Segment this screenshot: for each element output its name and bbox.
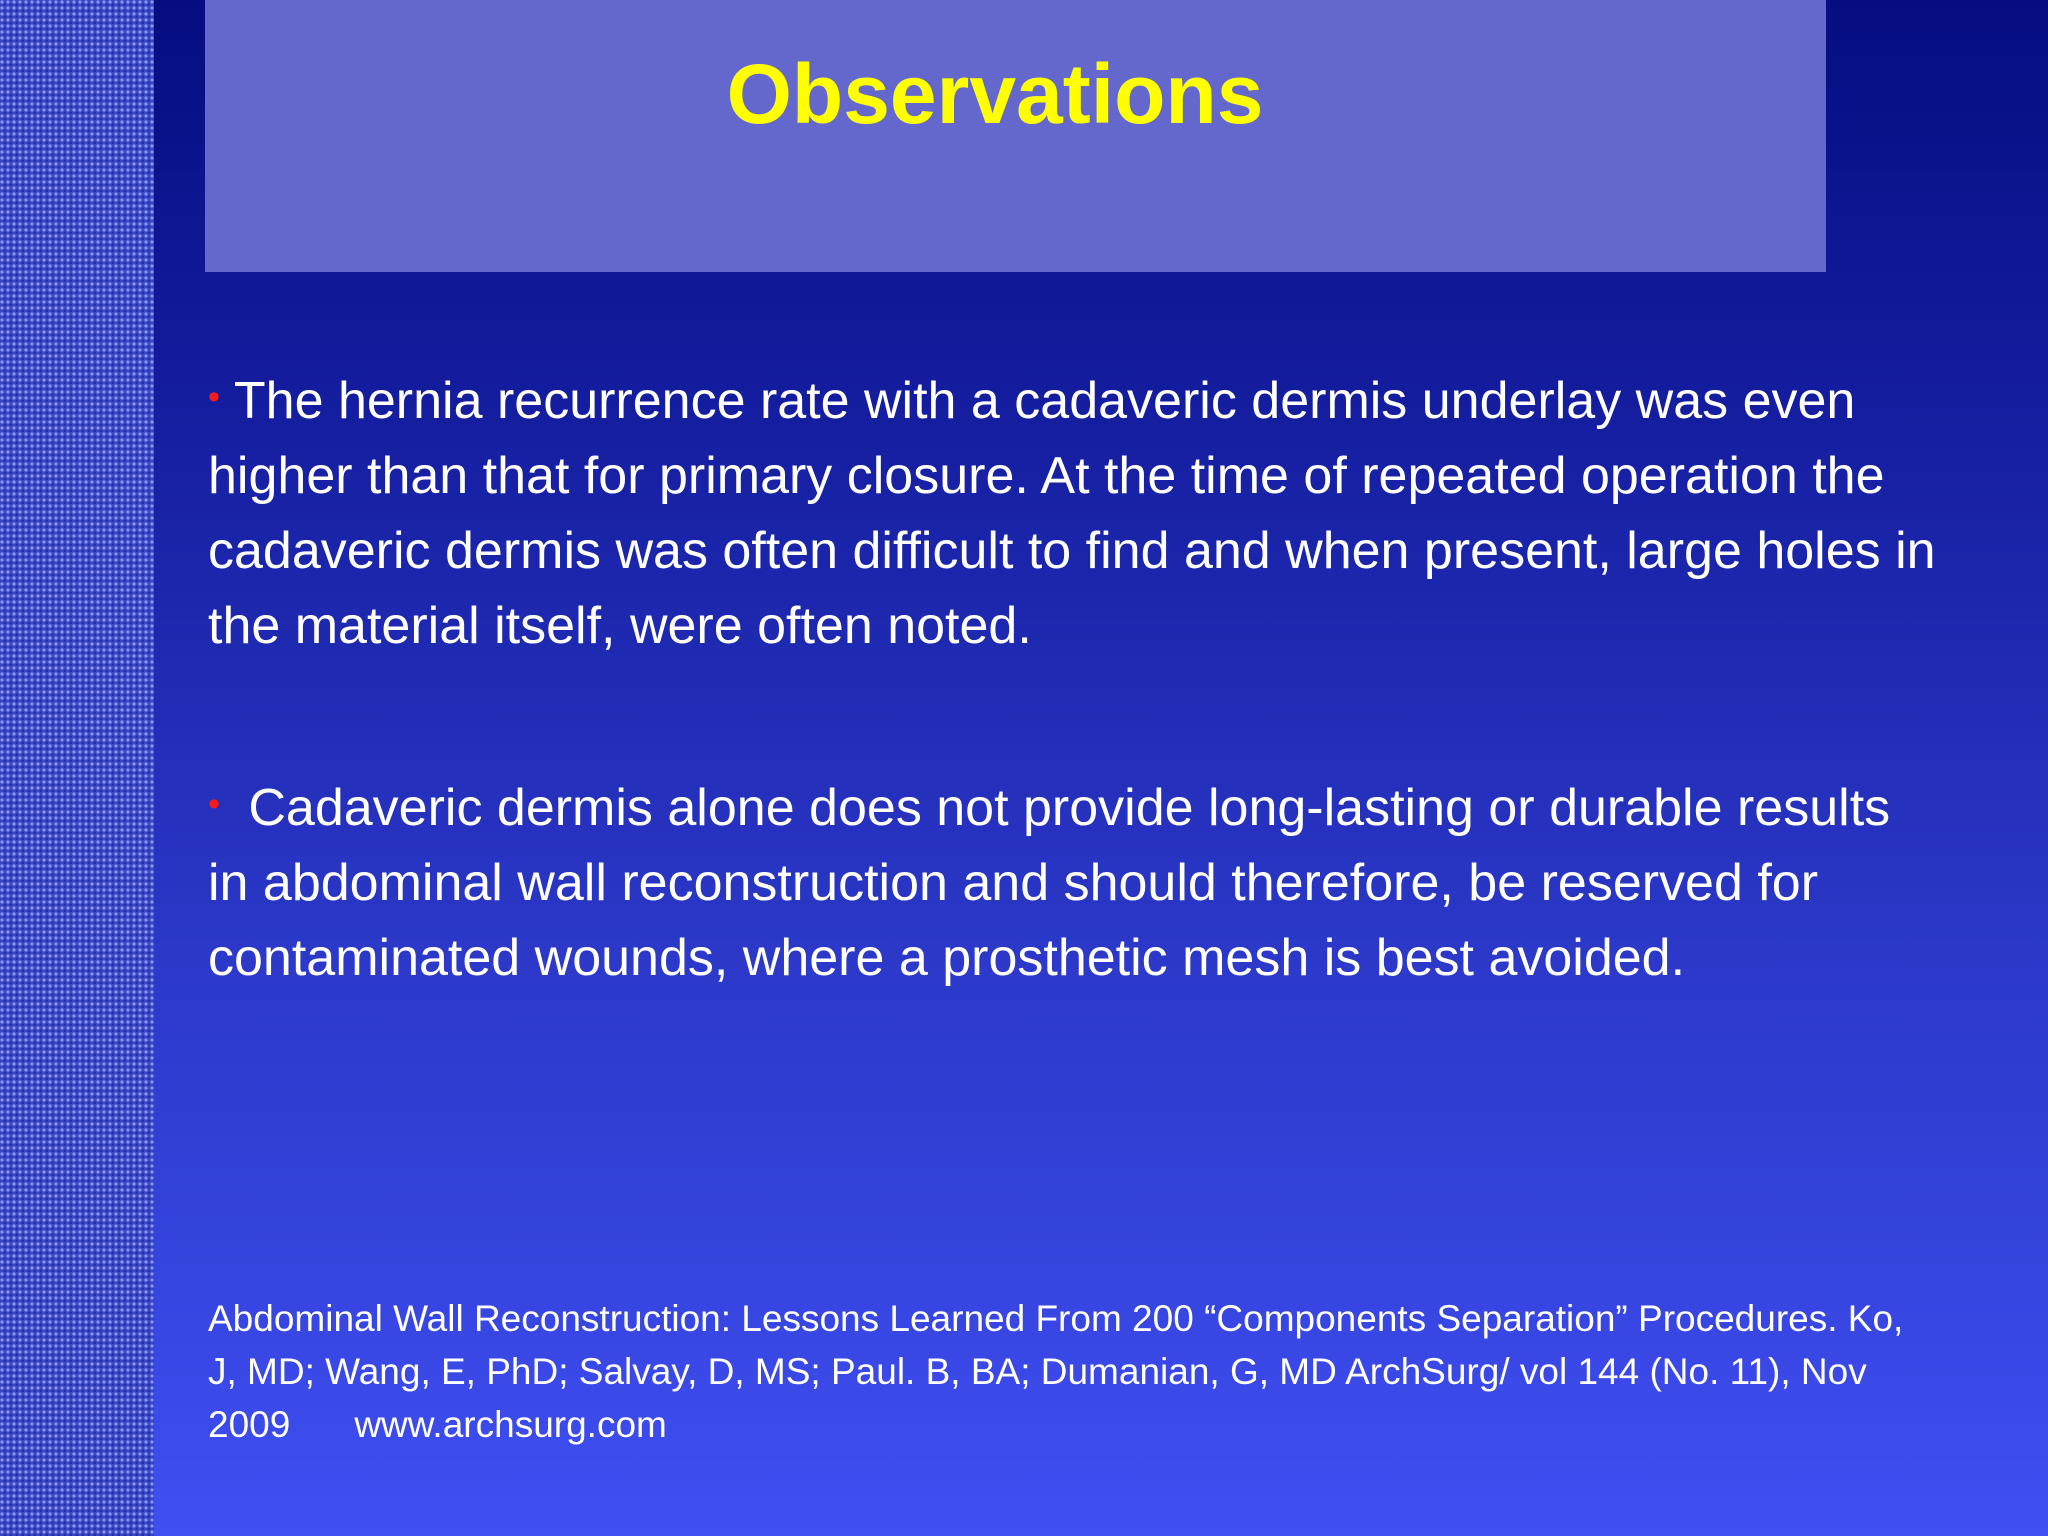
citation-url: www.archsurg.com <box>354 1404 667 1445</box>
bullet-item <box>208 360 1938 664</box>
citation-text: Abdominal Wall Reconstruction: Lessons Learned From 200 “Components Separation” Procedures. Ko, J, MD; Wang, E, PhD; Salvay, D, MS; Paul. B, BA; Dumanian, G, MD ArchSurg/ vol 144 (No. 11), Nov 2009 <box>208 1298 1904 1445</box>
bullet-item <box>208 767 1938 996</box>
slide-title: Observations <box>726 47 1264 141</box>
bullet-list <box>208 360 1938 1099</box>
bullet-icon: • <box>208 378 220 416</box>
bullet-icon: • <box>208 785 220 823</box>
citation <box>208 1292 1928 1451</box>
bullet-text: Cadaveric dermis alone does not provide long-lasting or durable results in abdominal wall reconstruction and should therefore, be reserved for contaminated wounds, where a prosthetic mesh is best avoided. <box>208 779 1905 987</box>
decorative-side-strip <box>0 0 154 1536</box>
bullet-text: The hernia recurrence rate with a cadaveric dermis underlay was even higher than that for primary closure. At the time of repeated operation the cadaveric dermis was often difficult to find and when present, large holes in the material itself, were often noted. <box>208 372 1936 655</box>
